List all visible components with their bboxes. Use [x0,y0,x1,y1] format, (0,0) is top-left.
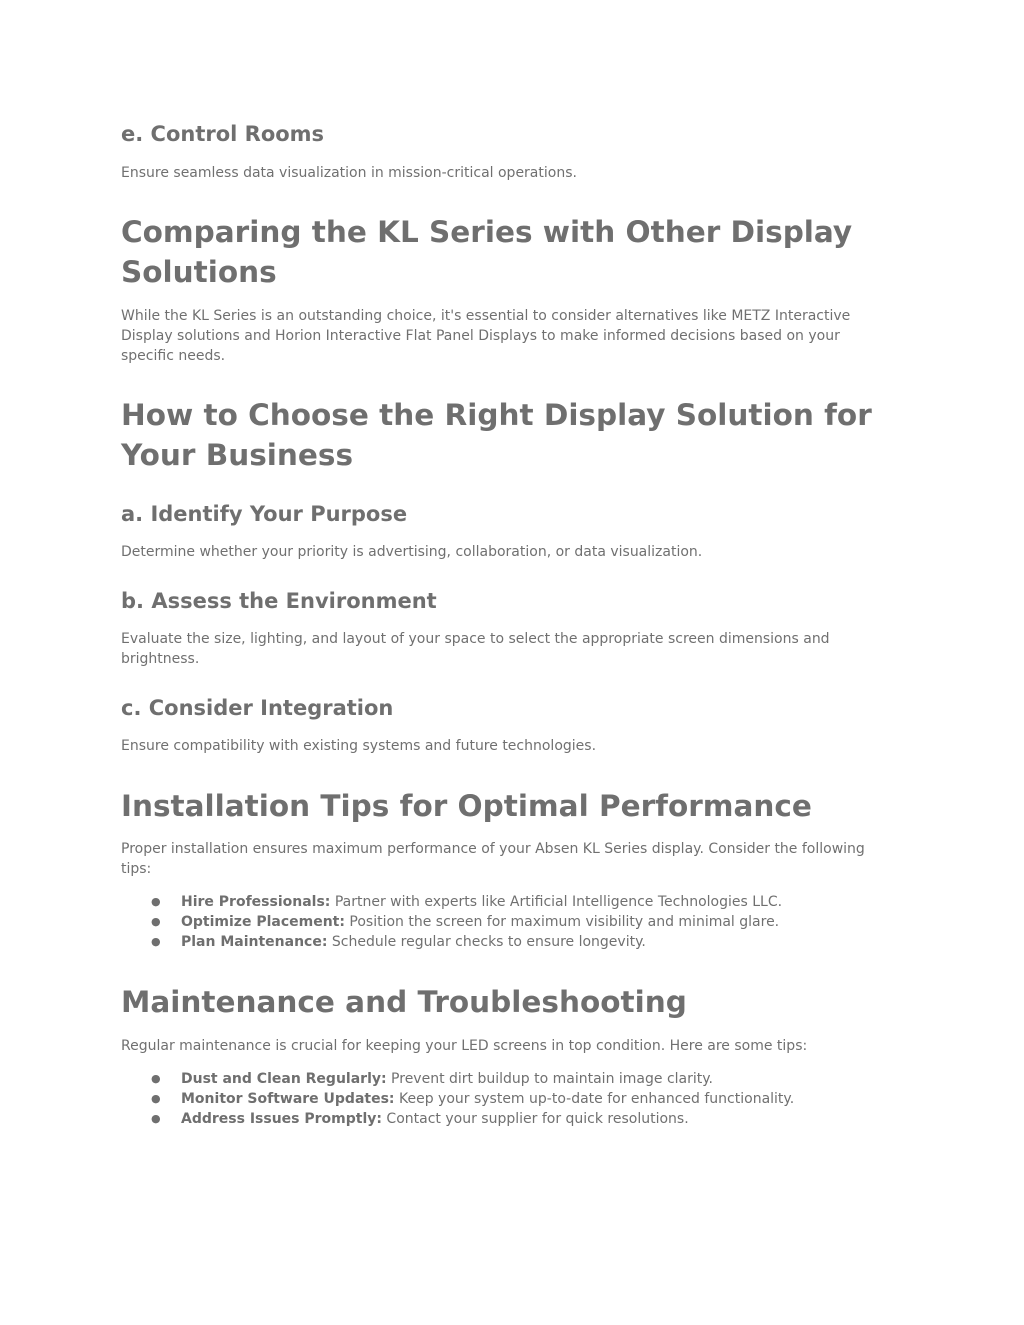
heading-installation: Installation Tips for Optimal Performance [121,789,812,823]
list-item-text: Contact your supplier for quick resolutions. [381,1111,689,1127]
list-item-text: Partner with experts like Artificial Intelligence Technologies LLC. [330,894,783,910]
heading-maintenance: Maintenance and Troubleshooting [121,985,687,1019]
heading-choose-display: How to Choose the Right Display Solution for Your Business [121,398,872,472]
heading-control-rooms: e. Control Rooms [121,122,325,146]
list-item-label: Monitor Software Updates: [181,1091,395,1107]
list-item [121,1089,891,1109]
paragraph-control-rooms: Ensure seamless data visualization in mission-critical operations. [121,165,577,181]
heading-identify-purpose: a. Identify Your Purpose [121,502,408,526]
bullet-icon: ● [151,1072,161,1085]
paragraph-maintenance: Regular maintenance is crucial for keeping your LED screens in top condition. Here are some tips: [121,1038,808,1054]
list-item-text: Position the screen for maximum visibility and minimal glare. [344,914,780,930]
paragraph-consider-integration: Ensure compatibility with existing systems and future technologies. [121,738,597,754]
bullet-icon: ● [151,1112,161,1125]
list-item [121,892,891,912]
heading-consider-integration: c. Consider Integration [121,696,394,720]
paragraph-comparing: While the KL Series is an outstanding choice, it's essential to consider alternatives like METZ Interactive Display solutions and Horion Interactive Flat Panel Displays to make informed decisions based on your specific needs. [121,308,851,364]
bullet-icon: ● [151,915,161,928]
installation-tips-list [121,892,891,952]
list-item-text: Schedule regular checks to ensure longevity. [327,934,646,950]
list-item-label: Optimize Placement: [181,914,345,930]
heading-comparing: Comparing the KL Series with Other Display Solutions [121,215,853,289]
list-item-text: Keep your system up-to-date for enhanced functionality. [394,1091,795,1107]
list-item-text: Prevent dirt buildup to maintain image clarity. [386,1071,713,1087]
list-item [121,912,891,932]
list-item [121,1069,891,1089]
list-item-label: Address Issues Promptly: [181,1111,382,1127]
bullet-icon: ● [151,935,161,948]
list-item-label: Hire Professionals: [181,894,331,910]
paragraph-identify-purpose: Determine whether your priority is advertising, collaboration, or data visualization. [121,544,703,560]
list-item-label: Plan Maintenance: [181,934,328,950]
maintenance-tips-list [121,1069,891,1129]
list-item [121,932,891,952]
paragraph-assess-environment: Evaluate the size, lighting, and layout of your space to select the appropriate screen dimensions and brightness. [121,631,830,667]
list-item-label: Dust and Clean Regularly: [181,1071,387,1087]
paragraph-installation: Proper installation ensures maximum performance of your Absen KL Series display. Consider the following tips: [121,841,865,877]
heading-assess-environment: b. Assess the Environment [121,589,437,613]
bullet-icon: ● [151,895,161,908]
list-item [121,1109,891,1129]
bullet-icon: ● [151,1092,161,1105]
